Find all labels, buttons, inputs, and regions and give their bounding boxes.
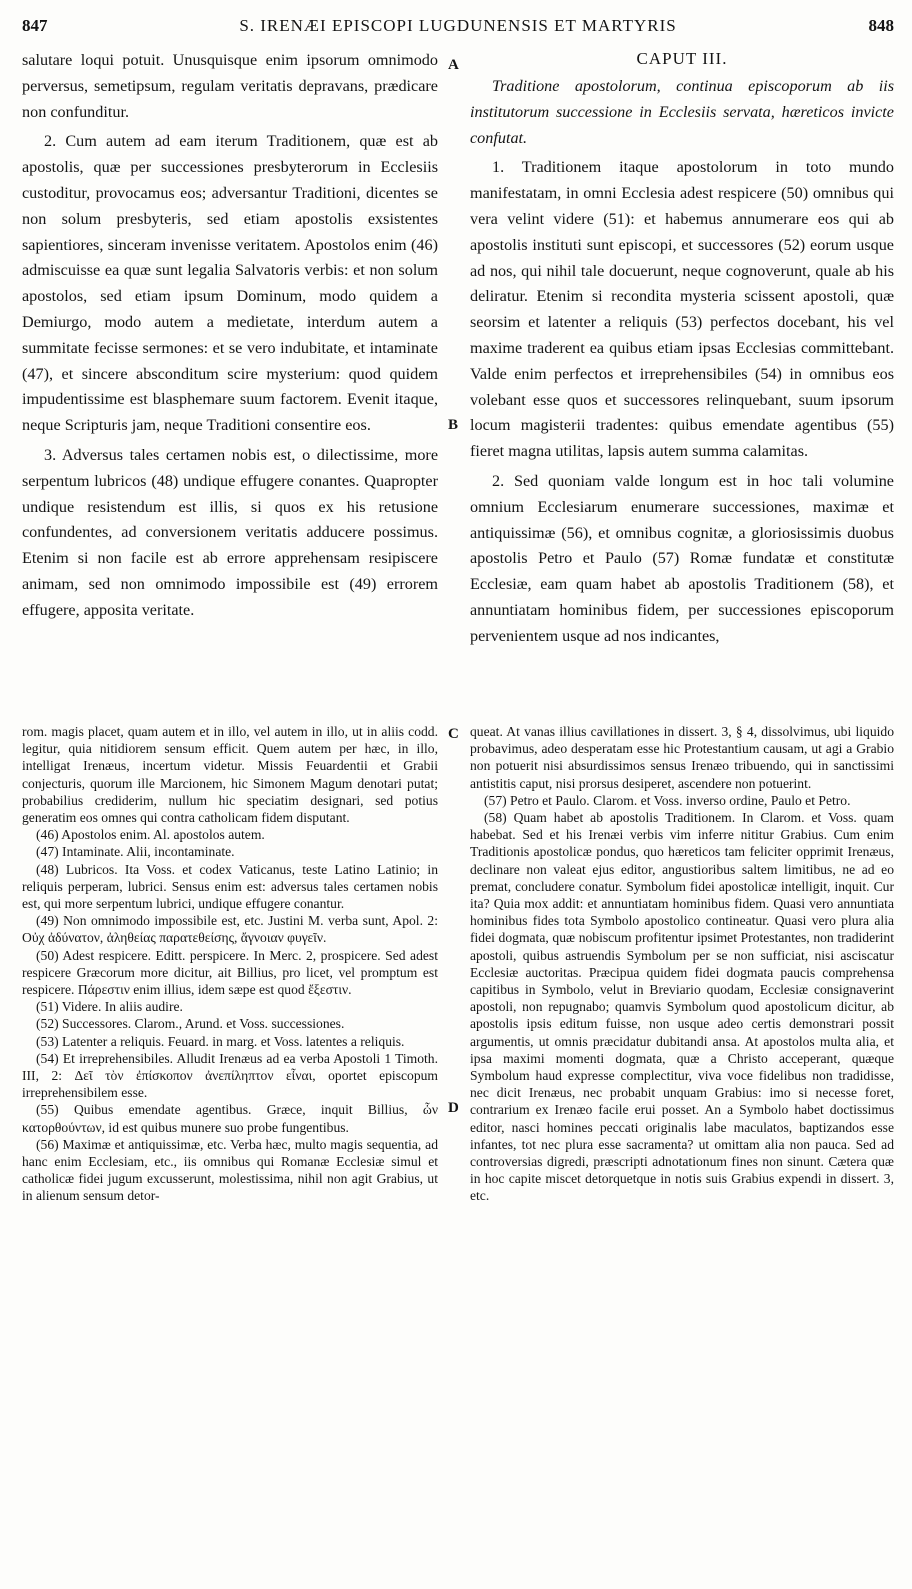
note: (56) Maximæ et antiquissimæ, etc. Verba hæc, multo magis sequentia, ad hanc enim Ecclesiam, etc., iis omnibus qui Romanæ Ecclesiæ simul et catholicæ fidei jugum excusserunt, molestissima, nihil non agit Grabius, ut in alienum sensum detor- xyxy=(22,1136,438,1204)
left-notes-column xyxy=(22,723,438,1205)
paragraph: 2. Sed quoniam valde longum est in hoc tali volumine omnium Ecclesiarum enumerare successiones, maximæ et antiquissimæ (56), et omnibus cognitæ, a gloriosissimis duobus apostolis Petro et Paulo (57) Romæ fundatæ et constitutæ Ecclesiæ, eam quam habet ab apostolis Traditionem (58), et annuntiatam hominibus fidem, per successiones episcoporum pervenientem usque ad nos indicantes, xyxy=(470,471,894,645)
right-notes-column xyxy=(470,723,894,1205)
note: (51) Videre. In aliis audire. xyxy=(36,999,183,1015)
note: (55) Quibus emendate agentibus. Græce, inquit Billius, ὧν κατορθούντων, id est quibus munere suo probe fungentibus. xyxy=(22,1102,438,1135)
note: (46) Apostolos enim. Al. apostolos autem. xyxy=(36,827,265,843)
chapter-summary: Traditione apostolorum, continua episcoporum ab iis institutorum successione in Ecclesiis servata, hæreticos invicte confutat. xyxy=(470,77,894,147)
paragraph: 3. Adversus tales certamen nobis est, o dilectissime, more serpentum lubricos (48) undique effugere conantes. Quapropter undique resistendum est illis, si quos ex his retusione confundentes, ad conversionem veritatis adducere possimus. Etenim si non facile est ab errore apprehensam resipiscere animam, sed non omnimodo impossibile est (49) errorem effugere, apposita veritate. xyxy=(22,445,438,619)
margin-mark-a: A xyxy=(448,57,459,73)
note: (47) Intaminate. Alii, incontaminate. xyxy=(36,844,235,860)
note: queat. At vanas illius cavillationes in dissert. 3, § 4, dissolvimus, ubi liquido probavimus, adeo desperatam esse hic Protestantium causam, ut agi a Grabio non potuerit nisi absurdissimos sensus Irenæo tribuendo, qui in sanctissimi antistitis caput, nisi prorsus desiperet, ascendere non potuerint. xyxy=(470,724,894,791)
note: (52) Successores. Clarom., Arund. et Voss. successiones. xyxy=(36,1016,345,1032)
paragraph: 2. Cum autem ad eam iterum Traditionem, quæ est ab apostolis, quæ per successiones presbyterorum in Ecclesiis custoditur, provocamus eos; adversantur Traditioni, dicentes se non solum presbyteris, sed etiam apostolis exsistentes sapientiores, sinceram invenisse veritatem. Apostolos enim (46) admiscuisse ea quæ sunt legalia Salvatoris verbis: et non solum apostolos, sed etiam ipsum Dominum, modo quidem a Demiurgo, modo autem a medietate, interdum autem a summitate fecisse sermones: et se vero indubitate, et intaminate (47), et sincere absconditum scire mysterium: quod quidem impudentissime est blasphemare suum factorem. Evenit itaque, neque Scripturis jam, neque Traditioni consentire eos. xyxy=(22,132,438,435)
margin-mark-b: B xyxy=(448,417,459,433)
note: (57) Petro et Paulo. Clarom. et Voss. inverso ordine, Paulo et Petro. xyxy=(484,792,851,808)
note: (48) Lubricos. Ita Voss. et codex Vaticanus, teste Latino Latinio; in reliquis perperam, lubrici. Sensus enim est: adversus tales certamen nobis est, qui more serpentum lubrici, undique effugere conantur. xyxy=(22,861,438,912)
margin-mark-c: C xyxy=(448,726,459,742)
page-number-left: 847 xyxy=(22,16,48,35)
note: (49) Non omnimodo impossibile est, etc. Justini M. verba sunt, Apol. 2: Οὐχ ἀδύνατον, ἀληθείας παρατεθείσης, ἄγνοιαν φυγεῖν. xyxy=(22,913,438,946)
running-title: S. IRENÆI EPISCOPI LUGDUNENSIS ET MARTYRIS xyxy=(239,16,677,35)
note: (53) Latenter a reliquis. Feuard. in marg. et Voss. latentes a reliquis. xyxy=(36,1033,405,1049)
page-number-right: 848 xyxy=(868,16,894,35)
note: (50) Adest respicere. Editt. perspicere. In Merc. 2, prospicere. Sed adest respicere Græcorum more dicitur, ait Billius, pro licet, vel promptum est respicere. Πάρεστιν enim illius, idem sæpe est quod ἔξεστιν. xyxy=(22,947,438,998)
note: (58) Quam habet ab apostolis Traditionem. In Clarom. et Voss. quam habebat. Sed et his Irenæi verbis vim inferre nititur Grabius. Cum enim Traditionis apostolicæ pondus, quo hæreticos tam feliciter opprimit Irenæus, declinare non valeat ejus editor, angustioribus saltem limitibus, ne ad eo premat, concludere conatur. Symbolum fidei apostolicæ intelligit, inquit. Cur ita? Quia mox addit: et annuntiatam hominibus fidem. Quasi vero annuntiata hominibus fides tota Symbolo apostolico contineatur. Quasi vero plura alia fidei dogmata, quæ nobiscum profitentur ipsimet Protestantes, non tradiderint apostoli, quibus astruendis Symbolum per se non sufficiat, nisi asciscatur Ecclesiæ auctoritas. Præcipua quidem fidei dogmata paucis comprehensa capitibus in Symbolo, velut in Breviario quodam, Ecclesiæ consignaverint apostoli, non repugnabo; quamvis Symbolum quod apostolicum dicitur, ab apostolis ipsis editum fuisse, non usque adeo certis demonstrari possit argumentis, ut omnis præcidatur dubitandi ansa. At apostolos multa alia, et ipsa maximi momenti dogmata, quæ a Christo acceperant, quæque Symbolum haud expresse complectitur, viva voce fidelibus non tradidisse, nec dicit Irenæus, nec probabit unquam Grabius: imo si necesse foret, contrarium ex Irenæo facile erui posset. An a Symbolo habet doctissimus editor, nasci homines peccati originalis labe maculatos, baptizandos esse infantes, tot nec plura esse sacramenta? ut omittam alia non pauca. Sed ad controversias digredi, præscripti adnotationum fines non sinunt. Cætera quæ in hoc capite miscet detorquetque in notis suis Grabius expendi in dissert. 3, etc. xyxy=(470,810,894,1204)
right-main-column xyxy=(470,48,894,654)
paragraph: 1. Traditionem itaque apostolorum in toto mundo manifestatam, in omni Ecclesia adest respicere (50) omnibus qui vera velint videre (51): et habemus annumerare eos qui ab apostolis instituti sunt episcopi, et successores (52) eorum usque ad nos, qui nihil tale docuerunt, neque cognoverunt, quale ab his deliratur. Etenim si recondita mysteria scissent apostoli, quæ seorsim et latenter a reliquis (53) perfectos docebant, his vel maxime traderent ea quibus etiam ipsas Ecclesias committebant. Valde enim perfectos et irreprehensibiles (54) in omnibus eos volebant esse quos et successores relinquebant, suum ipsorum locum magisterii tradentes: quibus emendate agentibus (55) fieret magna utilitas, lapsis autem summa calamitas. xyxy=(470,158,894,461)
page xyxy=(22,10,894,1580)
left-main-column xyxy=(22,48,438,628)
chapter-heading: CAPUT III. xyxy=(636,49,728,68)
running-header xyxy=(22,10,894,42)
note: (54) Et irreprehensibiles. Alludit Irenæus ad ea verba Apostoli 1 Timoth. III, 2: Δεῖ τὸν ἐπίσκοπον ἀνεπίληπτον εἶναι, oportet episcopum irreprehensibilem esse. xyxy=(22,1050,438,1101)
margin-mark-d: D xyxy=(448,1100,459,1116)
note: rom. magis placet, quam autem et in illo, vel autem in illo, ut in aliis codd. legitur, quia nitidiorem sensum efficit. Quem autem per hæc, in illo, intelligat Irenæus, incertum videtur. Missis Feuardentii et Grabii conjecturis, quorum ille Marcionem, hic Simonem Magum denotari putat; probabilius crediderim, nullum hic speciatim designari, sed potius generatim eos omnes qui contra catholicam fidem disputant. xyxy=(22,724,438,826)
paragraph: salutare loqui potuit. Unusquisque enim ipsorum omnimodo perversus, semetipsum, regulam veritatis depravans, prædicare non confunditur. xyxy=(22,51,438,121)
